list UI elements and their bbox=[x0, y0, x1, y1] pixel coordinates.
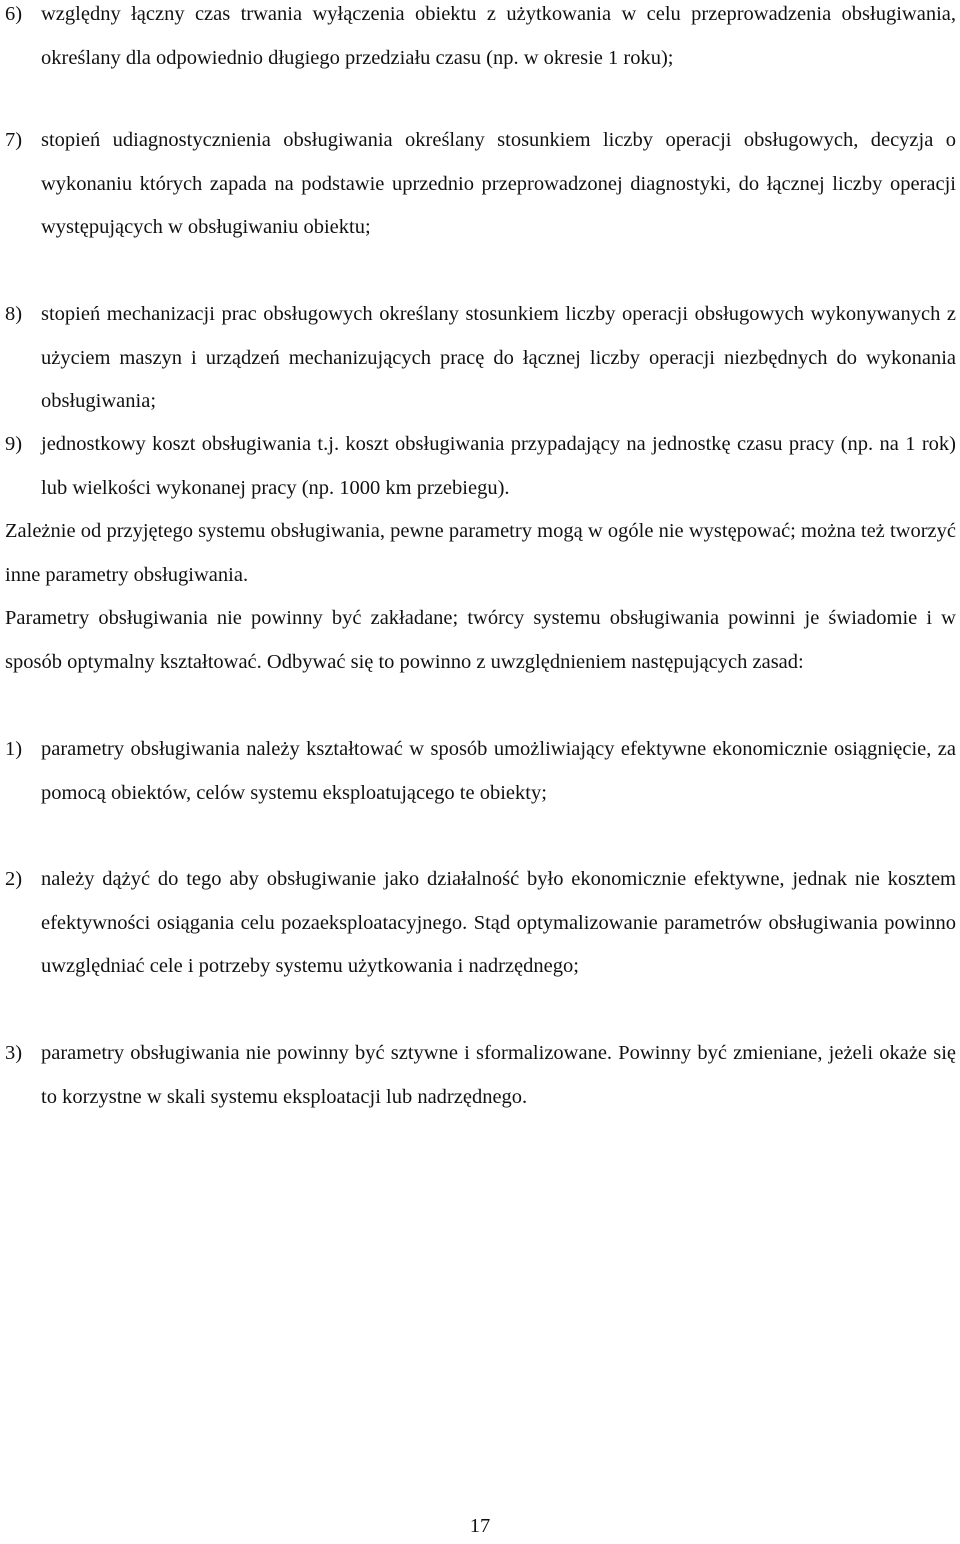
list-item-text: względny łączny czas trwania wyłączenia obiektu z użytkowania w celu przeprowadzenia obsługiwania, określany dla odpowiednio długiego przedziału czasu (np. w okresie 1 roku); bbox=[41, 3, 956, 69]
list-item-6 bbox=[5, 0, 956, 80]
paragraph: Parametry obsługiwania nie powinny być zakładane; twórcy systemu obsługiwania powinni je świadomie i w sposób optymalny kształtować. Odbywać się to powinno z uwzględnieniem następujących zasad: bbox=[5, 607, 956, 673]
list-item-3 bbox=[5, 1032, 956, 1119]
list-item-7 bbox=[5, 119, 956, 250]
list-item-number: 1) bbox=[5, 738, 23, 760]
list-item-text: stopień mechanizacji prac obsługowych określany stosunkiem liczby operacji obsługowych wykonywanych z użyciem maszyn i urządzeń mechanizujących pracę do łącznej liczby operacji niezbędnych do wykonania obsługiwania; bbox=[41, 303, 956, 412]
list-item-text: parametry obsługiwania należy kształtować w sposób umożliwiający efektywne ekonomicznie osiągnięcie, za pomocą obiektów, celów systemu eksploatującego te obiekty; bbox=[41, 738, 956, 804]
list-item-text: parametry obsługiwania nie powinny być sztywne i sformalizowane. Powinny być zmieniane, jeżeli okaże się to korzystne w skali systemu eksploatacji lub nadrzędnego. bbox=[41, 1042, 956, 1108]
list-item-1 bbox=[5, 728, 956, 815]
list-item-8 bbox=[5, 293, 956, 424]
list-item-number: 2) bbox=[5, 868, 23, 890]
list-item-number: 7) bbox=[5, 129, 23, 151]
page-number: 17 bbox=[469, 1515, 491, 1537]
list-item-text: stopień udiagnostycznienia obsługiwania określany stosunkiem liczby operacji obsługowych, decyzja o wykonaniu których zapada na podstawie uprzednio przeprowadzonej diagnostyki, do łącznej liczby operacji występujących w obsługiwaniu obiektu; bbox=[41, 129, 956, 238]
list-item-text: należy dążyć do tego aby obsługiwanie jako działalność było ekonomicznie efektywne, jednak nie kosztem efektywności osiągania celu pozaeksploatacyjnego. Stąd optymalizowanie parametrów obsługiwania powinno uwzględniać cele i potrzeby systemu użytkowania i nadrzędnego; bbox=[41, 868, 956, 977]
list-item-number: 6) bbox=[5, 3, 23, 25]
list-item-number: 8) bbox=[5, 303, 23, 325]
paragraph: Zależnie od przyjętego systemu obsługiwania, pewne parametry mogą w ogóle nie występować; można też tworzyć inne parametry obsługiwania. bbox=[5, 520, 956, 586]
list-item-2 bbox=[5, 858, 956, 989]
list-item-9 bbox=[5, 423, 956, 510]
list-item-text: jednostkowy koszt obsługiwania t.j. koszt obsługiwania przypadający na jednostkę czasu pracy (np. na 1 rok) lub wielkości wykonanej pracy (np. 1000 km przebiegu). bbox=[41, 433, 956, 499]
list-item-number: 3) bbox=[5, 1042, 23, 1064]
list-item-number: 9) bbox=[5, 433, 23, 455]
